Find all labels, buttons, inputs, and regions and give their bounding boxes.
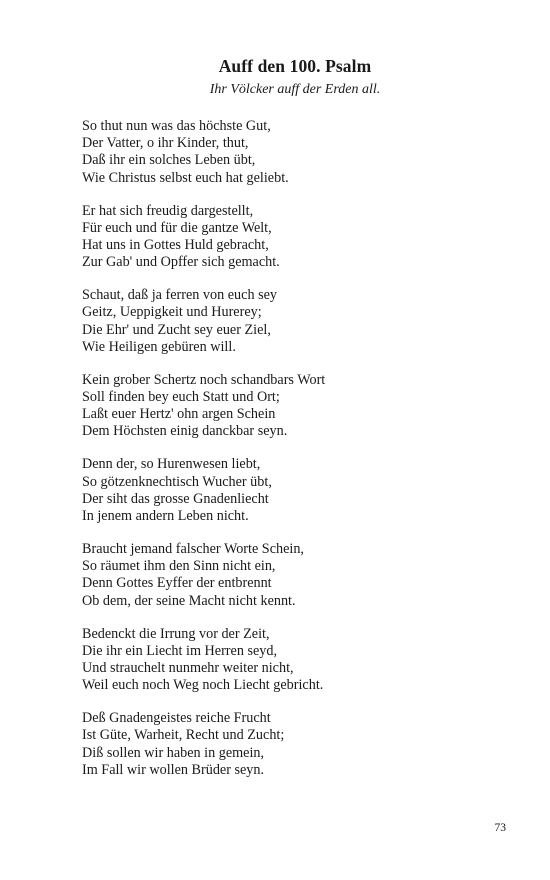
page-number: 73 bbox=[494, 822, 506, 834]
stanza bbox=[82, 456, 522, 525]
poem-body bbox=[82, 118, 522, 795]
poem-line: Diß sollen wir haben in gemein, bbox=[82, 744, 265, 761]
poem-line: Laßt euer Hertz' ohn argen Schein bbox=[82, 406, 276, 423]
poem-line: Der Vatter, o ihr Kinder, thut, bbox=[82, 135, 249, 152]
poem-line: So räumet ihm den Sinn nicht ein, bbox=[82, 558, 276, 575]
poem-line: Daß ihr ein solches Leben übt, bbox=[82, 152, 256, 169]
stanza bbox=[82, 541, 522, 610]
poem-line: Weil euch noch Weg noch Liecht gebricht. bbox=[82, 677, 324, 694]
poem-line: So götzenknechtisch Wucher übt, bbox=[82, 473, 272, 490]
poem-line: Deß Gnadengeistes reiche Frucht bbox=[82, 710, 271, 727]
poem-line: In jenem andern Leben nicht. bbox=[82, 508, 249, 525]
poem-line: Dem Höchsten einig danckbar seyn. bbox=[82, 423, 288, 440]
poem-line: Wie Christus selbst euch hat geliebt. bbox=[82, 169, 289, 186]
stanza bbox=[82, 203, 522, 272]
poem-line: Für euch und für die gantze Welt, bbox=[82, 219, 272, 236]
stanza bbox=[82, 118, 522, 187]
poem-line: Er hat sich freudig dargestellt, bbox=[82, 202, 254, 219]
poem-line: Und strauchelt nunmehr weiter nicht, bbox=[82, 660, 294, 677]
poem-line: Ist Güte, Warheit, Recht und Zucht; bbox=[82, 727, 285, 744]
poem-line: Zur Gab' und Opffer sich gemacht. bbox=[82, 254, 280, 271]
page-title: Auff den 100. Psalm bbox=[218, 56, 372, 76]
poem-line: So thut nun was das höchste Gut, bbox=[82, 118, 271, 134]
poem-line: Wie Heiligen gebüren will. bbox=[82, 338, 236, 355]
poem-line: Der siht das grosse Gnadenliecht bbox=[82, 490, 269, 507]
poem-line: Hat uns in Gottes Huld gebracht, bbox=[82, 237, 269, 254]
stanza bbox=[82, 710, 522, 779]
poem-line: Denn Gottes Eyffer der entbrennt bbox=[82, 575, 272, 592]
poem-line: Soll finden bey euch Statt und Ort; bbox=[82, 389, 280, 406]
page-subtitle: Ihr Völcker auff der Erden all. bbox=[209, 82, 381, 97]
poem-line: Die Ehr' und Zucht sey euer Ziel, bbox=[82, 321, 271, 338]
poem-line: Ob dem, der seine Macht nicht kennt. bbox=[82, 592, 296, 609]
stanza bbox=[82, 287, 522, 356]
stanza bbox=[82, 626, 522, 695]
poem-line: Bedenckt die Irrung vor der Zeit, bbox=[82, 625, 270, 642]
stanza bbox=[82, 372, 522, 441]
poem-line: Schaut, daß ja ferren von euch sey bbox=[82, 287, 278, 304]
poem-line: Im Fall wir wollen Brüder seyn. bbox=[82, 761, 265, 778]
poem-line: Braucht jemand falscher Worte Schein, bbox=[82, 541, 304, 558]
poem-line: Die ihr ein Liecht im Herren seyd, bbox=[82, 642, 278, 659]
poem-line: Kein grober Schertz noch schandbars Wort bbox=[82, 371, 326, 388]
poem-line: Denn der, so Hurenwesen liebt, bbox=[82, 456, 261, 473]
poem-line: Geitz, Ueppigkeit und Hurerey; bbox=[82, 304, 262, 321]
